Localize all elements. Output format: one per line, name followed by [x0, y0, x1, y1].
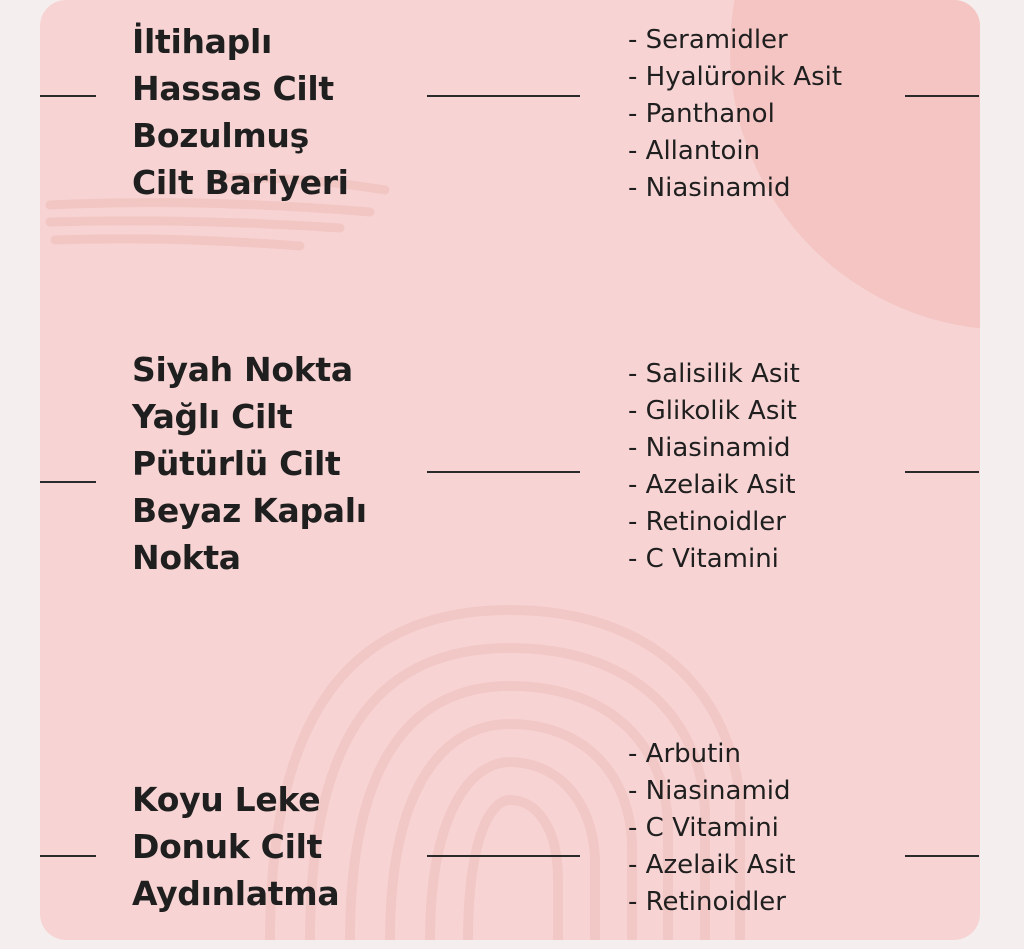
ingredient-list [628, 356, 800, 578]
condition-list [132, 346, 367, 581]
ingredient-item: - Hyalüronik Asit [628, 59, 842, 96]
connector-line-right [905, 855, 979, 857]
ingredient-item: - Retinoidler [628, 504, 800, 541]
ingredient-list [628, 22, 842, 207]
condition-item: Koyu Leke [132, 780, 321, 819]
connector-line-middle [427, 95, 580, 97]
condition-item: Aydınlatma [132, 874, 340, 913]
condition-item: Cilt Bariyeri [132, 163, 349, 202]
ingredient-item: - Arbutin [628, 736, 796, 773]
ingredient-item: - Glikolik Asit [628, 393, 800, 430]
ingredient-item: - Allantoin [628, 133, 842, 170]
connector-line-middle [427, 855, 580, 857]
condition-list [132, 18, 349, 206]
ingredient-item: - Niasinamid [628, 170, 842, 207]
ingredient-item: - Retinoidler [628, 884, 796, 921]
condition-item: Donuk Cilt [132, 827, 323, 866]
ingredient-item: - Azelaik Asit [628, 467, 800, 504]
connector-line-right [905, 95, 979, 97]
connector-line-right [905, 471, 979, 473]
condition-item: Yağlı Cilt [132, 397, 293, 436]
condition-item: Nokta [132, 538, 241, 577]
connector-line-middle [427, 471, 580, 473]
ingredient-list [628, 736, 796, 921]
ingredient-item: - Panthanol [628, 96, 842, 133]
connector-line-left [40, 481, 96, 483]
condition-list [132, 776, 339, 917]
condition-item: Siyah Nokta [132, 350, 353, 389]
condition-item: Pütürlü Cilt [132, 444, 341, 483]
ingredient-item: - C Vitamini [628, 810, 796, 847]
ingredient-item: - Seramidler [628, 22, 842, 59]
ingredient-item: - Salisilik Asit [628, 356, 800, 393]
ingredient-item: - Niasinamid [628, 773, 796, 810]
ingredient-item: - Azelaik Asit [628, 847, 796, 884]
condition-item: Bozulmuş [132, 116, 309, 155]
condition-item: Beyaz Kapalı [132, 491, 367, 530]
ingredient-item: - Niasinamid [628, 430, 800, 467]
condition-item: Hassas Cilt [132, 69, 334, 108]
ingredient-item: - C Vitamini [628, 541, 800, 578]
condition-item: İltihaplı [132, 22, 272, 61]
connector-line-left [40, 855, 96, 857]
connector-line-left [40, 95, 96, 97]
